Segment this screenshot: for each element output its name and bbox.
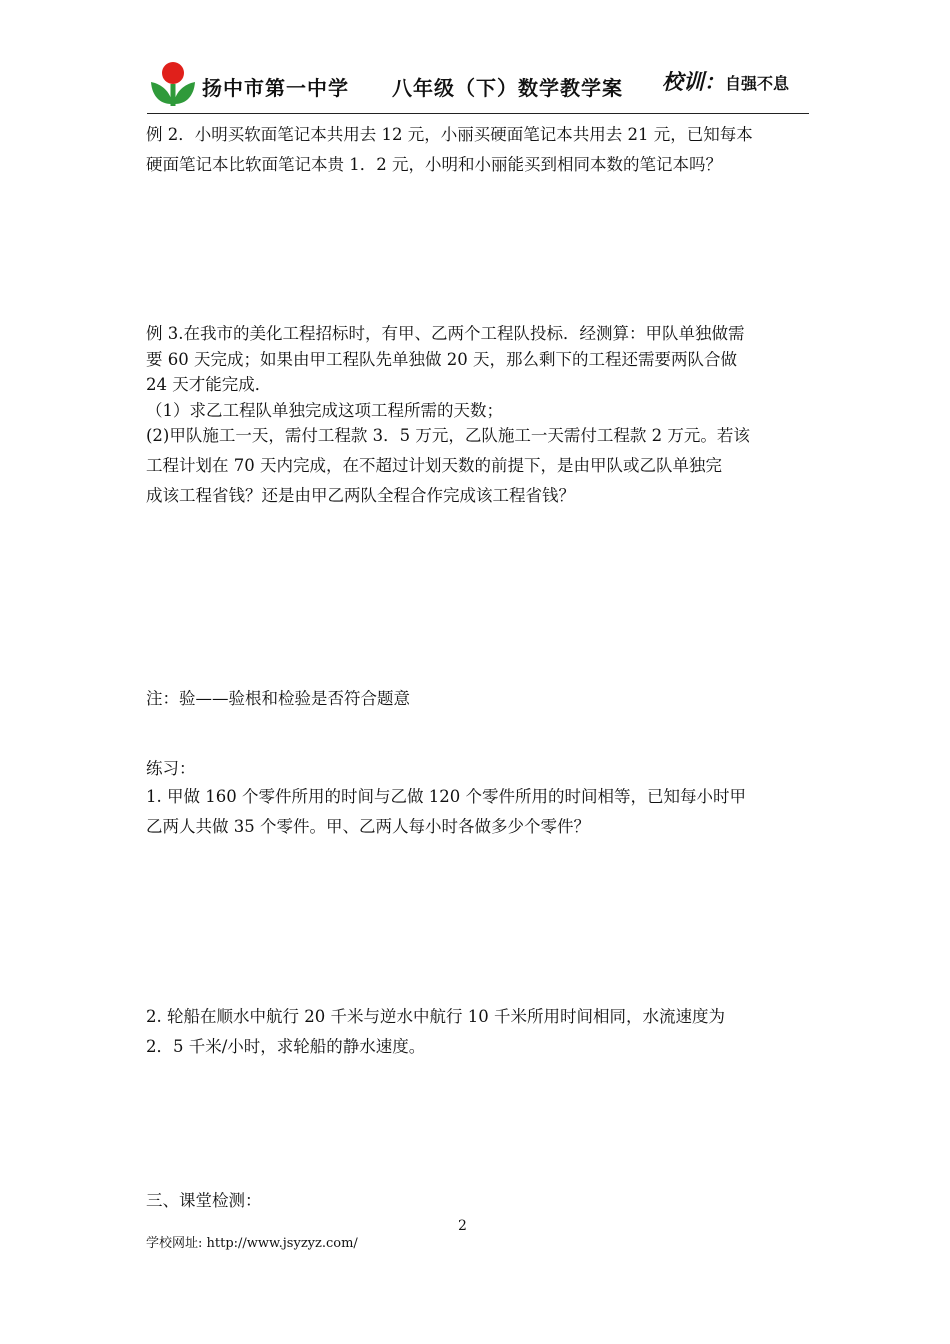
- example-3-line: （1）求乙工程队单独完成这项工程所需的天数；: [146, 400, 503, 420]
- practice-heading: 练习：: [146, 759, 196, 778]
- example-3-line: 要 60 天完成；如果由甲工程队先单独做 20 天，那么剩下的工程还需要两队合做: [146, 349, 737, 369]
- school-logo-icon: [150, 60, 196, 108]
- example-3-line: (2)甲队施工一天，需付工程款 3．5 万元，乙队施工一天需付工程款 2 万元。若该: [146, 426, 750, 445]
- question-line: 2. 轮船在顺水中航行 20 千米与逆水中航行 10 千米所用时间相同，水流速度为: [146, 1007, 725, 1026]
- example-2-line: 例 2．小明买软面笔记本共用去 12 元，小丽买硬面笔记本共用去 21 元，已知每本: [146, 125, 753, 144]
- question-line: 1. 甲做 160 个零件所用的时间与乙做 120 个零件所用的时间相等，已知每小时甲: [146, 787, 746, 806]
- footer-url: 学校网址: http://www.jsyzyz.com/: [146, 1236, 358, 1251]
- page-header: [147, 58, 809, 114]
- school-name: 扬中市第一中学: [202, 76, 349, 100]
- practice-question-1: [146, 782, 814, 842]
- section-3-heading: [146, 1186, 814, 1216]
- example-3-line: 工程计划在 70 天内完成，在不超过计划天数的前提下，是由甲队或乙队单独完: [146, 456, 722, 475]
- example-2-line: 硬面笔记本比软面笔记本贵 1．2 元，小明和小丽能买到相同本数的笔记本吗？: [146, 155, 722, 174]
- school-motto: [662, 66, 789, 96]
- example-3: [146, 321, 814, 423]
- practice-title: [146, 754, 814, 784]
- example-3-line: 成该工程省钱？还是由甲乙两队全程合作完成该工程省钱？: [146, 486, 575, 505]
- note-text: 注：验——验根和检验是否符合题意: [146, 689, 410, 708]
- motto-text: 自强不息: [725, 74, 790, 93]
- question-line: 2．5 千米/小时，求轮船的静水速度。: [146, 1037, 426, 1056]
- example-3-line: 24 天才能完成．: [146, 375, 272, 394]
- header-divider: [147, 113, 809, 114]
- example-3-part-2: [146, 421, 814, 511]
- motto-label: 校训：: [662, 70, 725, 94]
- practice-question-2: [146, 1002, 814, 1062]
- example-2: [146, 120, 814, 180]
- section-heading: 三、课堂检测：: [146, 1191, 262, 1210]
- page-number: 2: [458, 1218, 467, 1234]
- note: [146, 684, 814, 714]
- course-title: 八年级（下）数学教学案: [392, 76, 623, 100]
- example-3-line: 例 3.在我市的美化工程招标时，有甲、乙两个工程队投标．经测算：甲队单独做需: [146, 324, 745, 343]
- question-line: 乙两人共做 35 个零件。甲、乙两人每小时各做多少个零件？: [146, 817, 590, 836]
